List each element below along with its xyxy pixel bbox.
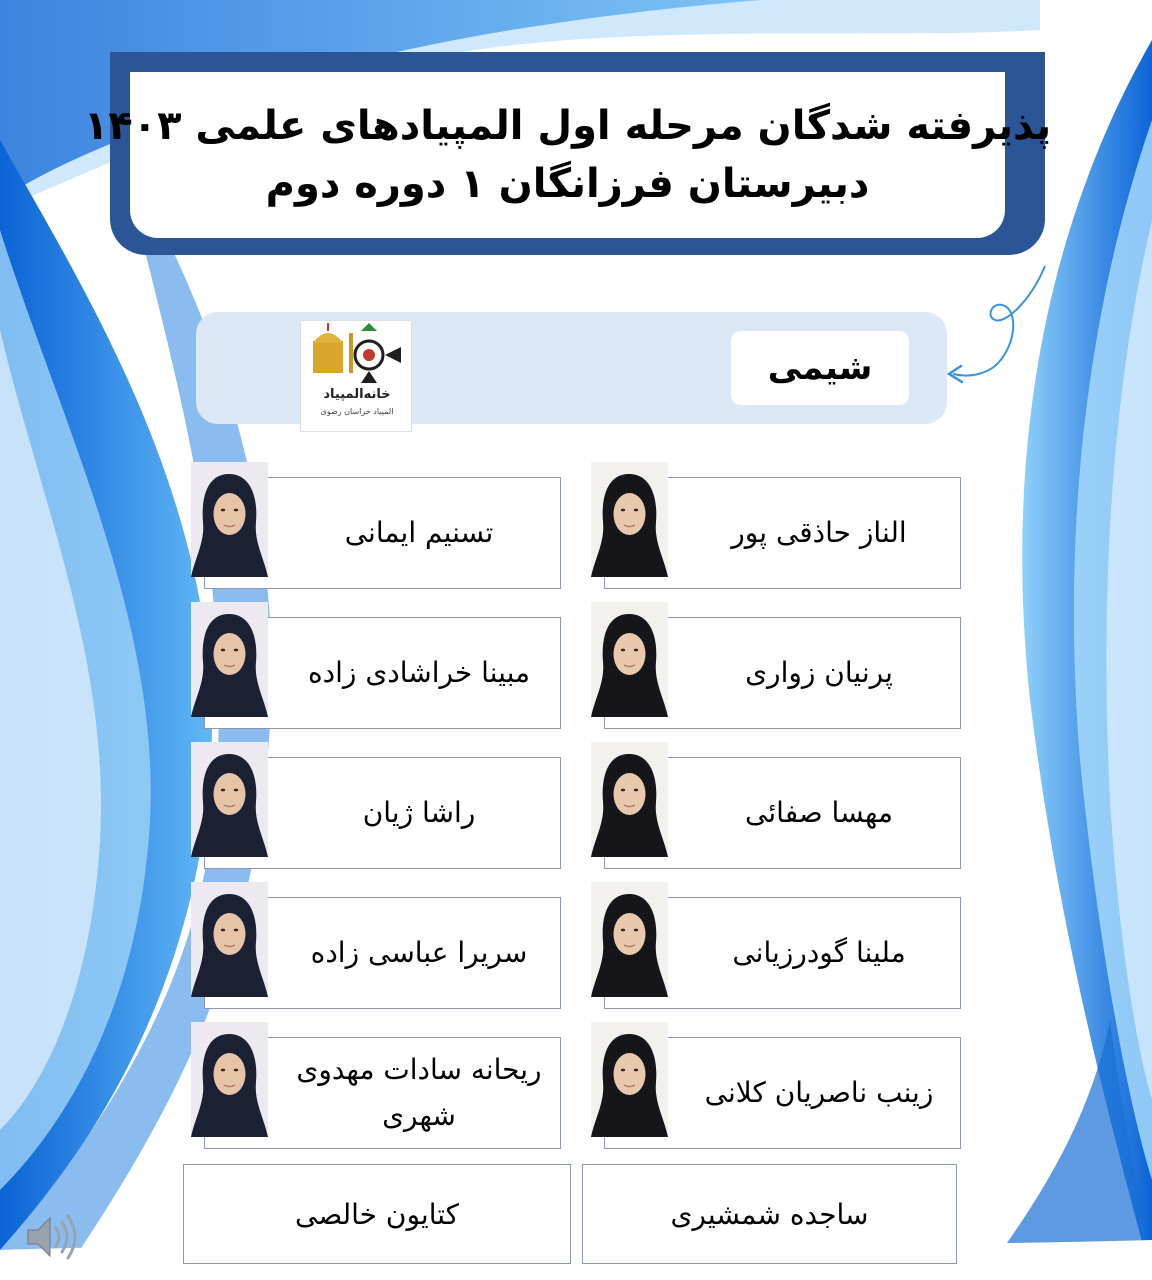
- student-card: [191, 602, 563, 730]
- title-line-2: دبیرستان فرزانگان ۱ دوره دوم: [265, 161, 870, 207]
- shrine-emblem-icon: [301, 321, 411, 387]
- student-card: [191, 882, 563, 1010]
- portrait-icon: [191, 882, 268, 997]
- student-photo: [191, 882, 268, 997]
- title-card: [83, 72, 1052, 238]
- student-name: ملینا گودرزیانی: [732, 936, 906, 969]
- student-name: پرنیان زواری: [745, 656, 893, 689]
- student-photo: [591, 742, 668, 857]
- portrait-icon: [591, 742, 668, 857]
- student-name: مبینا خراشادی زاده: [307, 656, 531, 689]
- portrait-icon: [191, 742, 268, 857]
- student-photo: [191, 602, 268, 717]
- student-card: [591, 602, 963, 730]
- student-card: [591, 1022, 963, 1150]
- student-card: [591, 462, 963, 590]
- student-photo: [591, 1022, 668, 1137]
- portrait-icon: [191, 602, 268, 717]
- student-card: [591, 742, 963, 870]
- student-name: الناز حاذقی پور: [731, 516, 907, 549]
- student-photo: [591, 602, 668, 717]
- student-card: [591, 882, 963, 1010]
- portrait-icon: [591, 1022, 668, 1137]
- subject-bar: [196, 312, 947, 424]
- subject-label: شیمی: [731, 331, 909, 405]
- curl-arrow-icon: [945, 262, 1055, 387]
- portrait-icon: [591, 602, 668, 717]
- olympiad-house-logo: [300, 320, 412, 432]
- student-name: ریحانه سادات مهدوی شهری: [296, 1053, 542, 1132]
- student-card: [191, 1022, 563, 1150]
- student-card-no-photo: کتایون خالصی: [183, 1164, 571, 1264]
- student-name: سریرا عباسی زاده: [310, 936, 528, 969]
- portrait-icon: [591, 882, 668, 997]
- portrait-icon: [591, 462, 668, 577]
- logo-title: خانه‌المپیاد: [323, 387, 391, 402]
- portrait-icon: [191, 462, 268, 577]
- student-name: مهسا صفائی: [745, 796, 893, 829]
- student-card-no-photo: ساجده شمشیری: [582, 1164, 957, 1264]
- speaker-icon[interactable]: [24, 1212, 80, 1262]
- student-photo: [191, 742, 268, 857]
- student-name: زینب ناصریان کلانی: [704, 1076, 934, 1109]
- logo-subtitle: المپیاد خراسان رضوی: [320, 407, 394, 416]
- student-card: [191, 742, 563, 870]
- student-photo: [591, 882, 668, 997]
- title-line-1: پذیرفته شدگان مرحله اول المپیادهای علمی ۱۴۰۳: [83, 103, 1052, 149]
- student-photo: [191, 462, 268, 577]
- portrait-icon: [191, 1022, 268, 1137]
- title-banner: [83, 52, 1052, 255]
- student-name: راشا ژیان: [362, 796, 476, 829]
- student-card: [191, 462, 563, 590]
- student-photo: [591, 462, 668, 577]
- student-photo: [191, 1022, 268, 1137]
- student-name: تسنیم ایمانی: [344, 516, 494, 549]
